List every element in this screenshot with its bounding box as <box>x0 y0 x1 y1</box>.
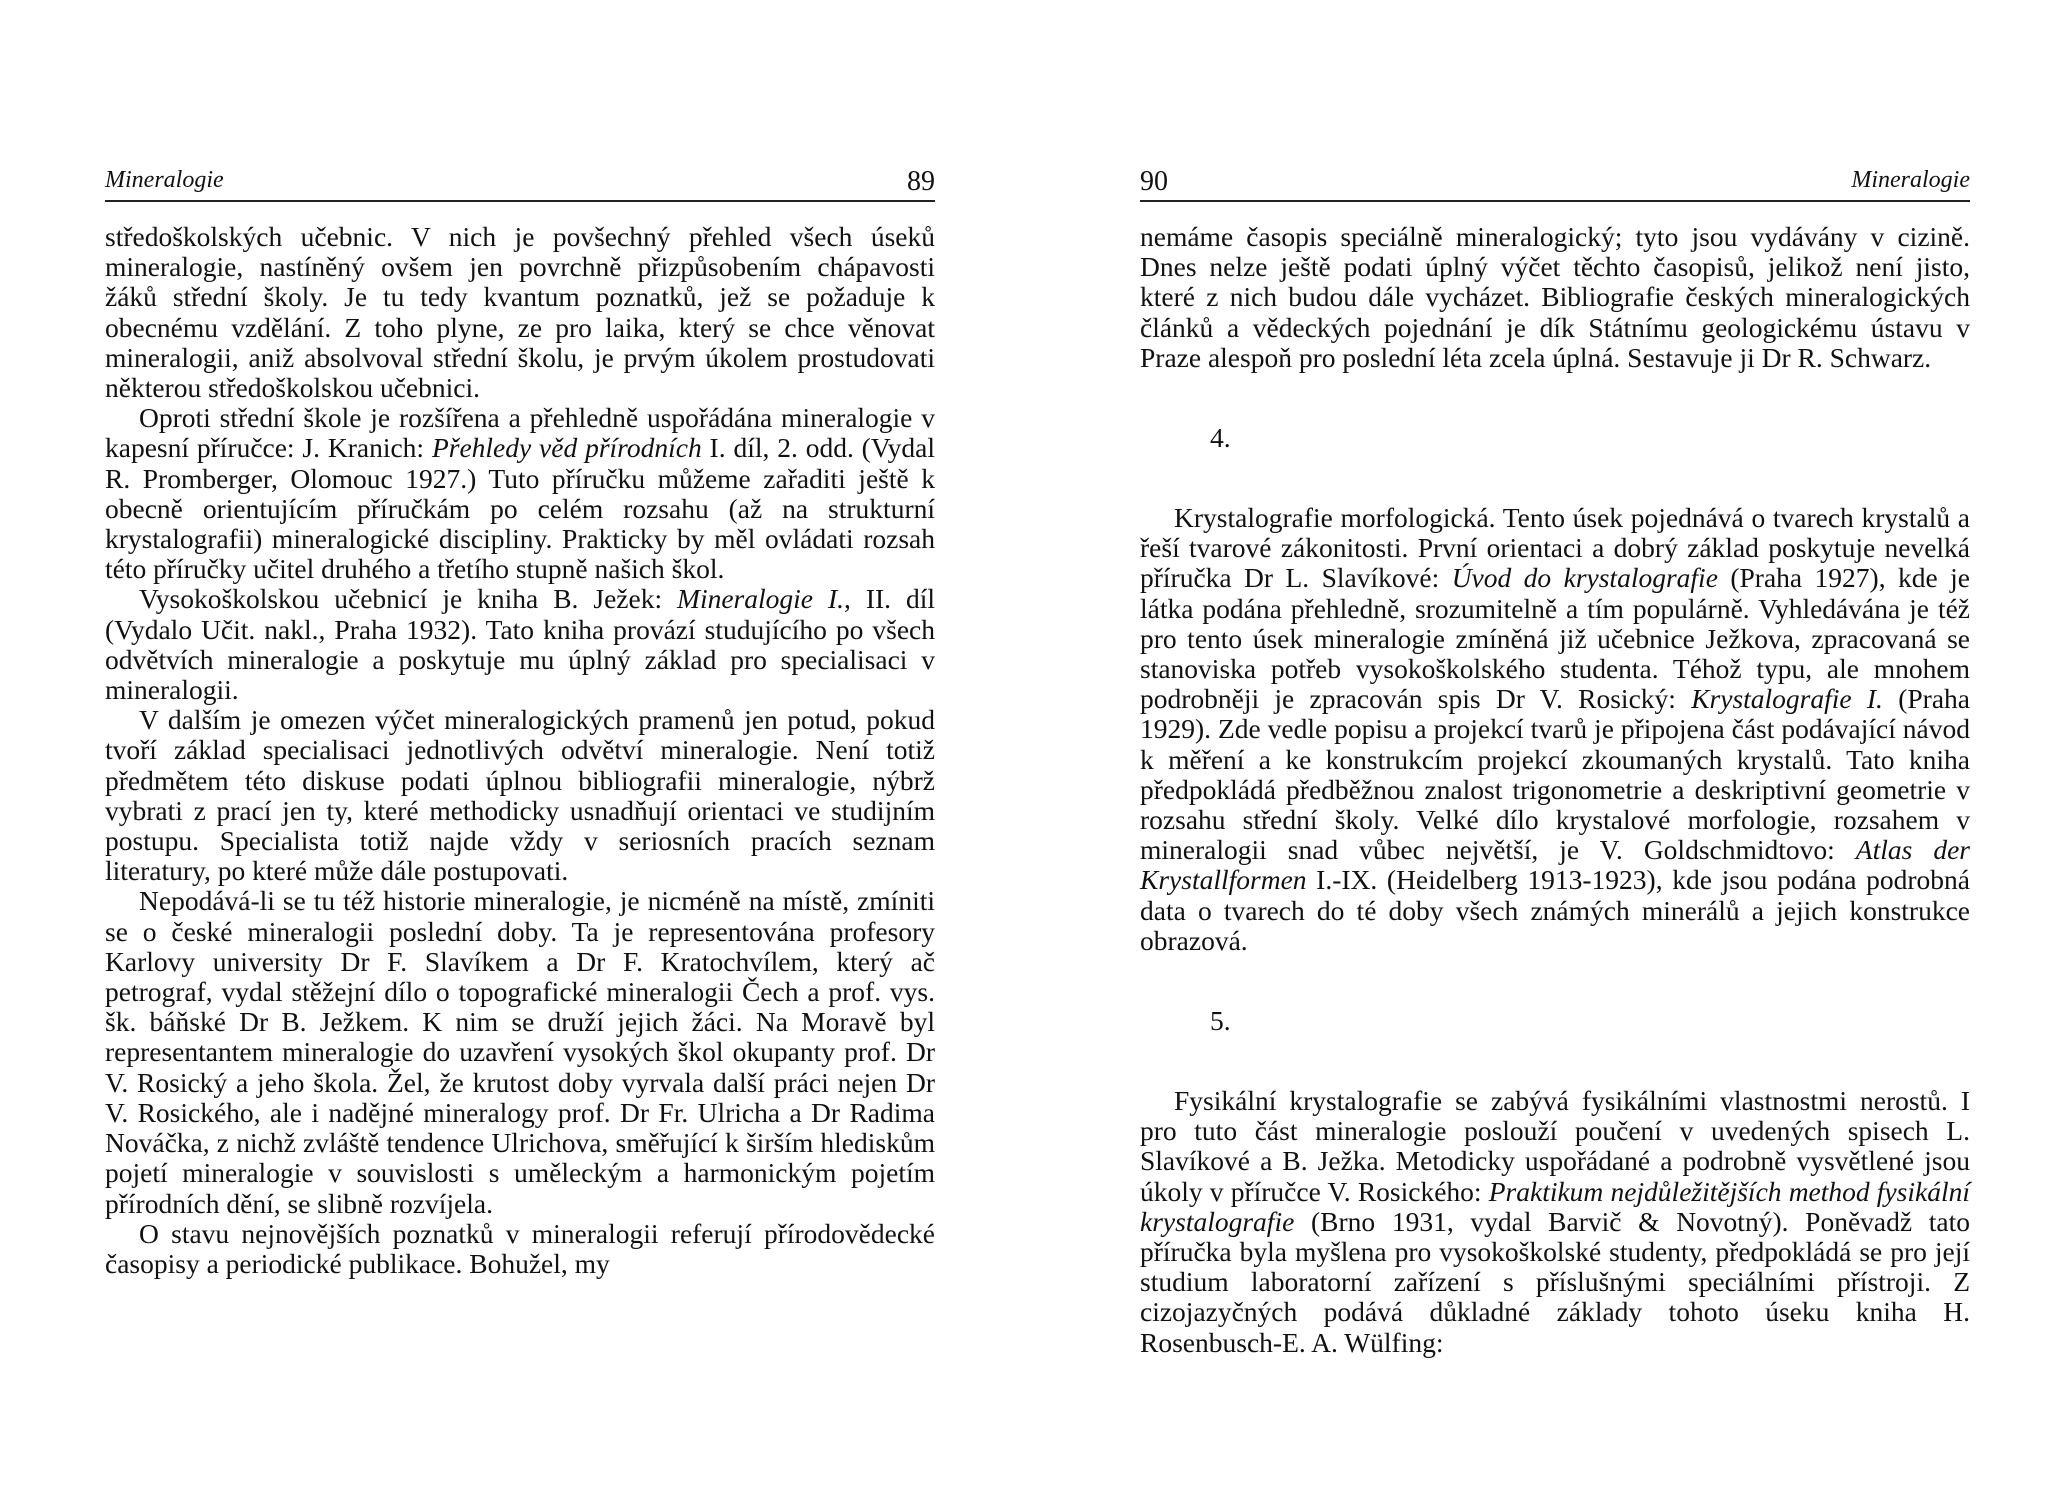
book-title: Atlas der Krystallformen <box>1140 834 1970 896</box>
text-run: Fysikální krystalografie se zabývá fysikálními vlastnostmi nerostů. I pro tuto část mineralogie poslouží poučení v uvedených spisech L. Slavíkové a B. Ježka. Metodicky uspořádané a podrobně vysvětlené jsou úkoly v příručce V. Rosického: <box>1140 1085 1970 1207</box>
page-body <box>105 222 935 1279</box>
paragraph <box>105 1219 935 1279</box>
text-run: I.-IX. (Heidelberg 1913-1923), kde jsou podána podrobná data o tvarech do té doby všech známých minerálů a jejich konstrukce obrazová. <box>1140 864 1970 956</box>
paragraph <box>1140 1086 1970 1358</box>
left-page <box>105 0 935 1500</box>
right-page <box>1140 0 1970 1500</box>
text-run: O stavu nejnovějších poznatků v mineralogii referují přírodovědecké časopisy a periodické publikace. Bohužel, my <box>105 1217 935 1279</box>
running-title: Mineralogie <box>105 167 224 193</box>
text-run: středoškolských učebnic. V nich je povšechný přehled všech úseků mineralogie, nastíněný ovšem jen povrchně přizpůsobením chápavosti žáků střední školy. Je tu tedy kvantum poznatků, jež se požaduje k obecnému vzdělání. Z toho plyne, ze pro laika, který se chce věnovat mineralogii, aniž absolvoval střední školu, je prvým úkolem prostudovati některou středoškolskou učebnici. <box>105 221 935 404</box>
text-run: (Praha 1929). Zde vedle popisu a projekcí tvarů je připojena část podávající návod k měření a ke konstrukcím projekcí zkoumaných krystalů. Tato kniha předpokládá předběžnou znalost trigonometrie a deskriptivní geometrie v rozsahu střední školy. Velké dílo krystalové morfologie, rozsahem v mineralogii snad vůbec největší, je V. Goldschmidtovo: <box>1140 683 1970 866</box>
text-run: V dalším je omezen výčet mineralogických pramenů jen potud, pokud tvoří základ specialisaci jednotlivých odvětví mineralogie. Není totiž předmětem této diskuse podati úplnou bibliografii mineralogie, nýbrž vybrati z prací jen ty, které methodicky usnadňují orientaci ve studijním postupu. Specialista totiž najde vždy v seriosních pracích seznam literatury, po které může dále postupovati. <box>105 704 935 887</box>
text-run: I. díl, 2. odd. (Vydal R. Promberger, Olomouc 1927.) Tuto příručku můžeme zařaditi ještě k obecně orientujícím příručkám po celém rozsahu (až na strukturní krystalografii) mineralogické discipliny. Prakticky by měl ovládati rozsah této příručky učitel druhého a třetího stupně našich škol. <box>105 432 935 585</box>
book-title: Krystalografie I. <box>1691 683 1883 715</box>
paragraph <box>105 403 935 584</box>
book-title: Přehledy věd přírodních <box>431 432 702 464</box>
book-title: Úvod do krystalografie <box>1451 562 1718 594</box>
page-body <box>1140 222 1970 1358</box>
text-run: (Praha 1927), kde je látka podána přehledně, srozumitelně a tím populárně. Vyhledávána je též pro tento úsek mineralogie zmíněná již učebnice Ježkova, zpracovaná se stanoviska potřeb vysokoškolského studenta. Téhož typu, ale mnohem podrobněji je zpracován spis Dr V. Rosický: <box>1140 562 1971 715</box>
paragraph <box>105 705 935 886</box>
page-number: 90 <box>1140 166 1168 197</box>
section-number: 4. <box>1210 422 1231 454</box>
page-number: 89 <box>907 166 935 197</box>
running-header <box>1140 160 1970 202</box>
running-title: Mineralogie <box>1851 167 1970 193</box>
section-number: 5. <box>1210 1005 1231 1037</box>
text-run: Oproti střední škole je rozšířena a přehledně uspořádána mineralogie v kapesní příručce: J. Kranich: <box>105 402 935 464</box>
paragraph <box>1140 503 1970 956</box>
text-run: Krystalografie morfologická. Tento úsek pojednává o tvarech krystalů a řeší tvarové zákonitosti. První orientaci a dobrý základ poskytuje nevelká příručka Dr L. Slavíkové: <box>1140 502 1970 594</box>
paragraph <box>1140 222 1970 373</box>
text-run: Vysokoškolskou učebnicí je kniha B. Ježek: <box>139 583 678 615</box>
text-run: nemáme časopis speciálně mineralogický; tyto jsou vydávány v cizině. Dnes nelze ještě podati úplný výčet těchto časopisů, jelikož není jisto, které z nich budou dále vycházet. Bibliografie českých mineralogických článků a vědeckých pojednání je dík Státnímu geologickému ústavu v Praze alespoň pro poslední léta zcela úplná. Sestavuje ji Dr R. Schwarz. <box>1140 221 1970 373</box>
book-title: Praktikum nejdůležitějších method fysikální krystalografie <box>1140 1175 1970 1237</box>
running-header <box>105 160 935 202</box>
book-title: Mineralogie I. <box>677 583 844 615</box>
paragraph <box>105 886 935 1218</box>
text-run: , II. díl (Vydalo Učit. nakl., Praha 1932). Tato kniha provází studujícího po všech odvětvích mineralogie a poskytuje mu úplný základ pro specialisaci v mineralogii. <box>105 583 935 706</box>
text-run: (Brno 1931, vydal Barvič & Novotný). Poněvadž tato příručka byla myšlena pro vysokoškolské studenty, předpokládá se pro její studium laboratorní zařízení s příslušnými speciálními přístroji. Z cizojazyčných podává důkladné základy tohoto úseku kniha H. Rosenbusch-E. A. Wülfing: <box>1140 1205 1970 1358</box>
paragraph <box>105 584 935 705</box>
paragraph <box>105 222 935 403</box>
text-run: Nepodává-li se tu též historie mineralogie, je nicméně na místě, zmíniti se o české mineralogii poslední doby. Ta je representována profesory Karlovy university Dr F. Slavíkem a Dr F. Kratochvílem, který ač petrograf, vydal stěžejní dílo o topografické mineralogii Čech a prof. vys. šk. báňské Dr B. Ježkem. K nim se druží jejich žáci. Na Moravě byl representantem mineralogie do uzavření vysokých škol okupanty prof. Dr V. Rosický a jeho škola. Žel, že krutost doby vyrvala další práci nejen Dr V. Rosického, ale i nadějné mineralogy prof. Dr Fr. Ulricha a Dr Radima Nováčka, z nichž zvláště tendence Ulrichova, směřující k širším hlediskům pojetí mineralogie v souvislosti s uměleckým a harmonickým pojetím přírodních dění, se slibně rozvíjela. <box>105 885 935 1219</box>
